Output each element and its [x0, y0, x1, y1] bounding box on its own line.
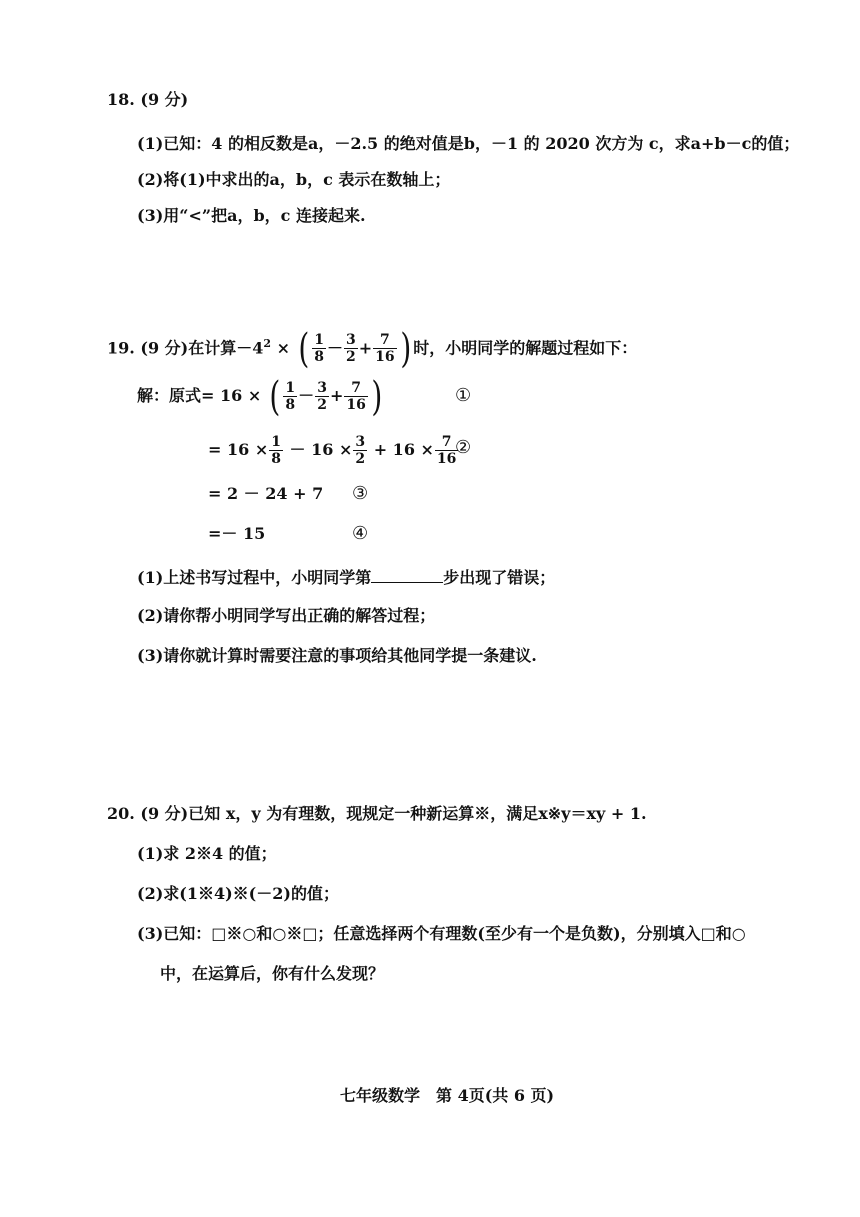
- right-paren: ): [399, 325, 411, 372]
- fraction-b: $\frac{3}{2}$: [355, 434, 366, 467]
- fraction-c: $\frac{7}{16}$: [346, 380, 366, 413]
- step-mark-1: ①: [455, 385, 472, 406]
- q19-step3: = 2 － 24 + 7: [208, 484, 324, 503]
- fraction-a: $\frac{1}{8}$: [271, 434, 281, 467]
- fraction-c: $\frac{7}{16}$: [375, 332, 395, 366]
- step-mark-2: ②: [455, 437, 472, 458]
- q18-part1: (1)已知：4 的相反数是a，－2.5 的绝对值是b，－1 的 2020 次方为 c，求a+b－c的值；: [137, 134, 800, 153]
- q18-part2: (2)将(1)中求出的a，b，c 表示在数轴上；: [137, 170, 451, 189]
- left-paren: (: [297, 325, 309, 372]
- op-plus: +: [358, 338, 373, 358]
- q20-part3-line1: (3)已知：□※○和○※□；任意选择两个有理数(至少有一个是负数)，分别填入□和○: [137, 924, 746, 943]
- q19-step2: [208, 430, 459, 470]
- q18-header: 18. (9 分): [107, 90, 189, 109]
- step1-prefix: 解：原式= 16 ×: [137, 386, 262, 405]
- answer-blank: [371, 566, 443, 583]
- q19-part3: (3)请你就计算时需要注意的事项给其他同学提一条建议.: [137, 646, 537, 665]
- q19-exponent: 2: [263, 337, 272, 350]
- q20-part1: (1)求 2※4 的值；: [137, 844, 277, 863]
- fraction-b: $\frac{3}{2}$: [345, 332, 356, 366]
- fraction-c: $\frac{7}{16}$: [436, 434, 457, 467]
- q18-part3: (3)用“<”把a，b，c 连接起来.: [137, 206, 366, 225]
- step-mark-4: ④: [352, 523, 369, 544]
- q20-intro: 20. (9 分)已知 x，y 为有理数，现规定一种新运算※，满足x※y＝xy + 1.: [107, 804, 647, 823]
- page-footer: 七年级数学 第 4页(共 6 页): [340, 1086, 555, 1105]
- q19-step4: =－ 15: [208, 524, 266, 543]
- q20-part2: (2)求(1※4)※(－2)的值；: [137, 884, 339, 903]
- q19-intro-prefix: 19. (9 分)在计算－4: [107, 338, 264, 358]
- op-plus: +: [329, 386, 344, 405]
- q19-part2: (2)请你帮小明同学写出正确的解答过程；: [137, 606, 436, 625]
- right-paren: ): [371, 373, 383, 420]
- fraction-a: $\frac{1}{8}$: [285, 380, 296, 413]
- step2-a: = 16 ×: [208, 440, 269, 459]
- step2-c: + 16 ×: [373, 440, 434, 459]
- op-minus: －: [326, 338, 343, 358]
- op-minus: －: [298, 386, 315, 405]
- q19-step1: [137, 374, 384, 418]
- fraction-b: $\frac{3}{2}$: [317, 380, 327, 413]
- q19-part1-before: (1)上述书写过程中，小明同学第: [137, 568, 372, 587]
- step-mark-3: ③: [352, 483, 369, 504]
- left-paren: (: [269, 373, 281, 420]
- q19-part1: [137, 566, 555, 588]
- q19-intro: [107, 322, 637, 370]
- step2-b: － 16 ×: [289, 440, 353, 459]
- q19-intro-times: ×: [271, 338, 291, 358]
- q19-intro-suffix: 时，小明同学的解题过程如下：: [413, 338, 638, 358]
- q20-part3-line2: 中，在运算后，你有什么发现？: [160, 964, 385, 983]
- q19-part1-after: 步出现了错误；: [443, 568, 556, 587]
- fraction-a: $\frac{1}{8}$: [314, 332, 324, 366]
